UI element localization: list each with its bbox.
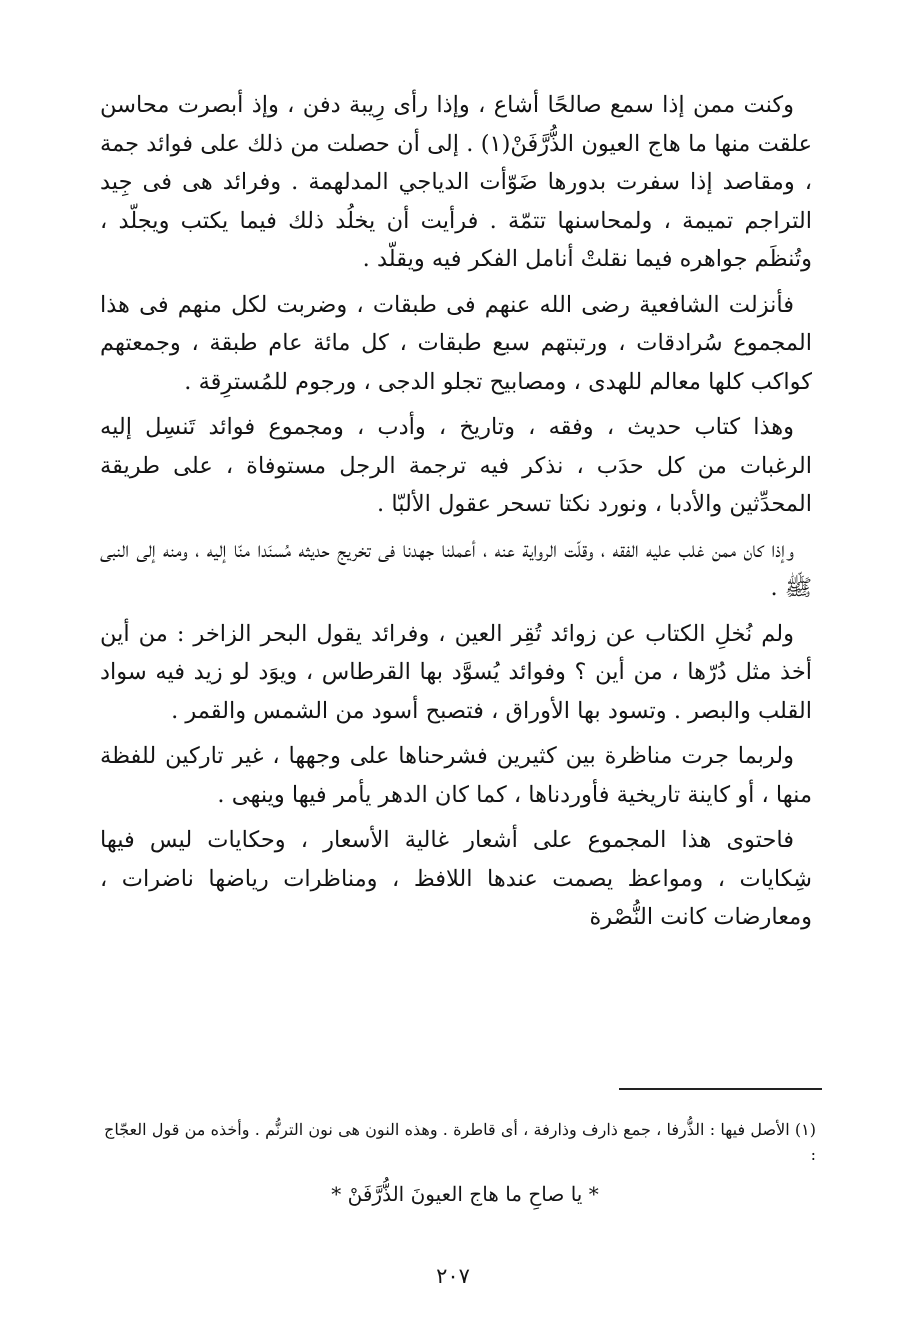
paragraph-3: وهذا كتاب حديث ، وفقه ، وتاريخ ، وأدب ، ومجموع فوائد تَنسِل إليه الرغبات من كل حدَب ، نذكر فيه ترجمة الرجل مستوفاة ، على طريقة المحدِّثين والأدبا ، ونورد نكتا تسحر عقول الألبّا . [100,414,812,517]
main-text [100,86,812,944]
paragraph-5: ولم نُخلِ الكتاب عن زوائد تُقِر العين ، وفرائد يقول البحر الزاخر : من أين أخذ مثل دُرّها ، من أين ؟ وفوائد يُسوَّد بها القرطاس ، ويوَد لو زيد فيه سواد القلب والبصر . وتسود بها الأوراق ، فتصبح أسود من الشمس والقمر . [100,620,812,724]
footnote-text: (١) الأصل فيها : الذُّرفا ، جمع ذارف وذارفة ، أى قاطرة . وهذه النون هى نون الترنُّم . وأخذه من قول العجّاج : [104,1120,816,1164]
footnote-verse: * يا صاحِ ما هاج العيونَ الذُّرَّفَنْ * [331,1182,599,1206]
paragraph-2: فأنزلت الشافعية رضى الله عنهم فى طبقات ، وضربت لكل منهم فى هذا المجموع سُرادقات ، ورتبتهم سبع طبقات ، كل مائة عام طبقة ، وجمعتهم كواكب كلها معالم للهدى ، ومصابيح تجلو الدجى ، ورجوم للمُسترِقة . [100,291,812,395]
paragraph-6: ولربما جرت مناظرة بين كثيرين فشرحناها على وجهها ، غير تاركين للفظة منها ، أو كاينة تاريخية فأوردناها ، كما كان الدهر يأمر فيها وينهى . [100,743,812,808]
paragraph-4: وإذا كان ممن غلب عليه الفقه ، وقلّت الرواية عنه ، أعملنا جهدنا فى تخريج حديثه مُسنَدا منّا إليه ، ومنه إلى النبى ﷺ . [100,536,812,601]
paragraph-1: وكنت ممن إذا سمع صالحًا أشاع ، وإذا رأى رِيبة دفن ، وإذ أبصرت محاسن علقت منها ما هاج العيون الذُّرَّفَنْ(١) . إلى أن حصلت من ذلك على فوائد جمة ، ومقاصد إذا سفرت بدورها ضَوّأت الدياجي المدلهمة . وفرائد هى فى جِيد التراجم تميمة ، ولمحاسنها تتمّة . فرأيت أن يخلُد ذلك فيما يكتب ويجلّد ، وتُنظَم جواهره فيما نقلتْ أنامل الفكر فيه ويقلّد . [100,92,812,272]
paragraph-7: فاحتوى هذا المجموع على أشعار غالية الأسعار ، وحكايات ليس فيها شِكايات ، ومواعظ يصمت عندها اللافظ ، ومناظرات رياضها ناضرات ، ومعارضات كانت النُّصْرة [100,827,812,930]
page-number: ٢٠٧ [436,1264,470,1288]
footnote-divider [619,1088,822,1090]
